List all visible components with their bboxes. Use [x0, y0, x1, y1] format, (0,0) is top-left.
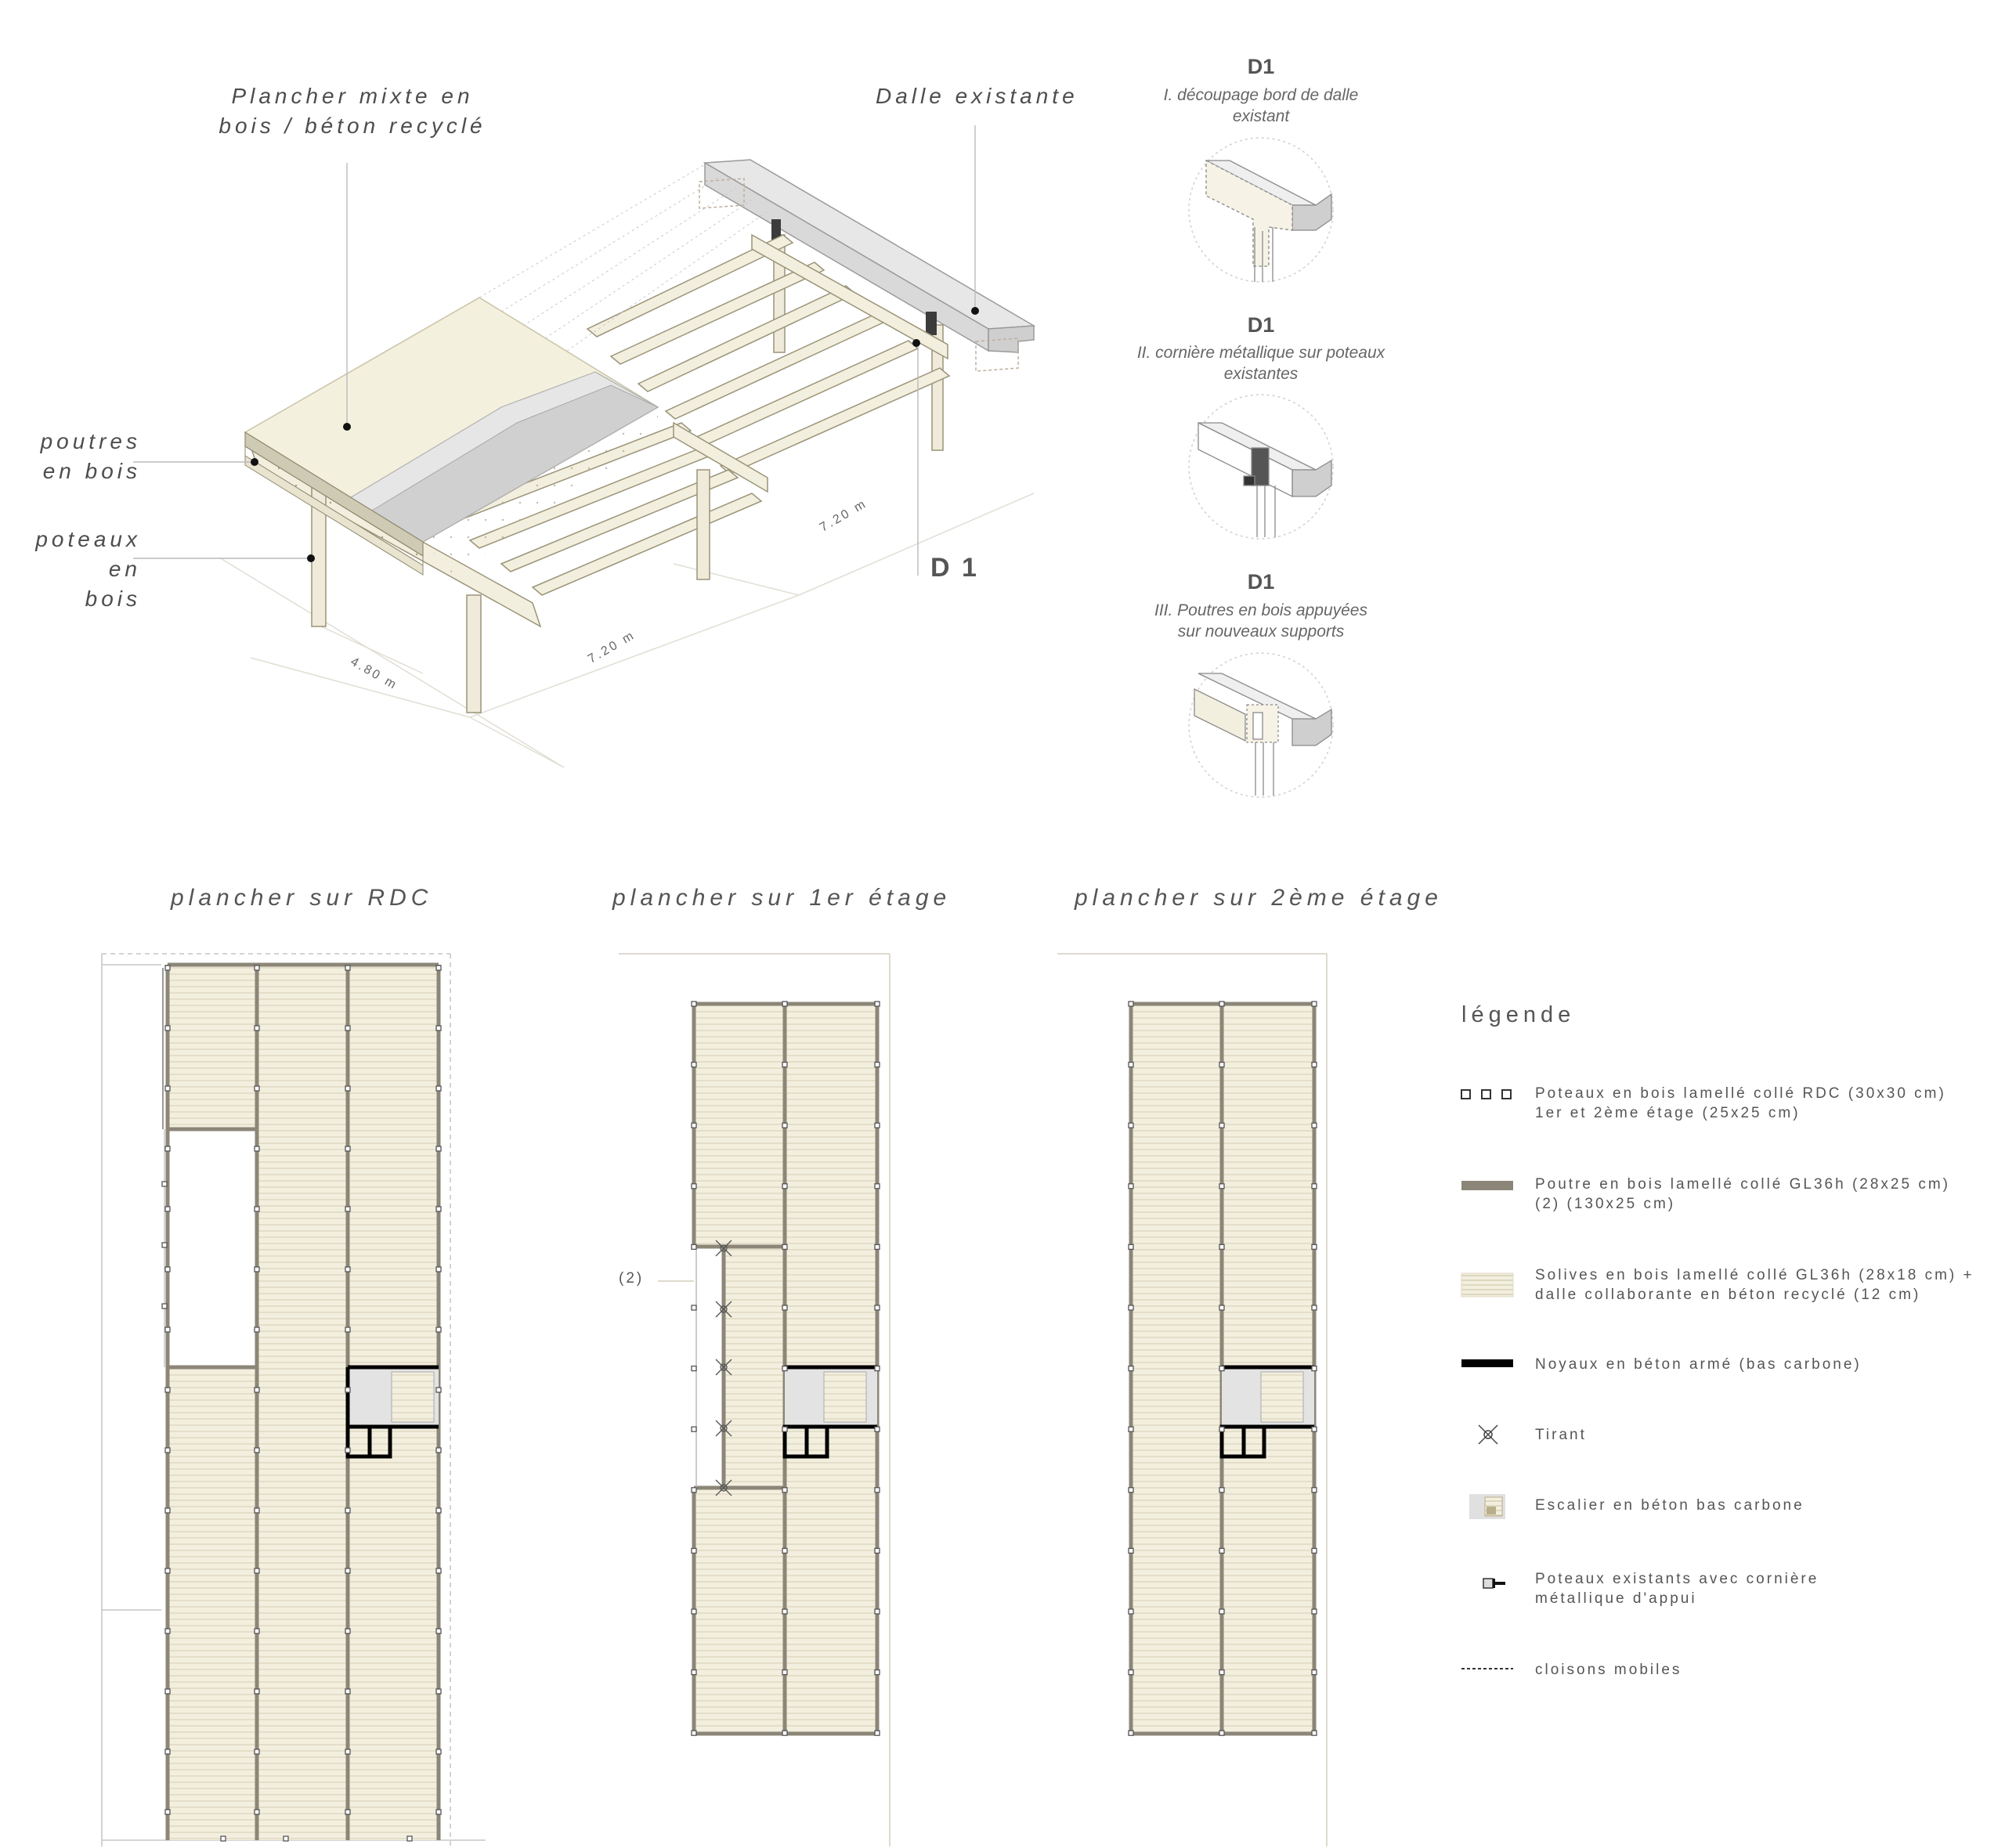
legend-item-stair: Escalier en béton bas carbone — [1535, 1497, 1804, 1514]
detail-3-title: D1 — [1247, 570, 1275, 594]
legend-item-joists: Solives en bois lamellé collé GL36h (28x18 cm) + dalle collaborante en béton recyclé (12 cm) — [1535, 1267, 1974, 1303]
tag-beam-2: (2) — [619, 1270, 645, 1287]
plan-title-2nd-floor: plancher sur 2ème étage — [1075, 885, 1443, 911]
label-composite-floor: Plancher mixte en bois / béton recyclé — [219, 84, 486, 138]
detail-1-title: D1 — [1247, 55, 1275, 78]
detail-2-caption: II. cornière métallique sur poteaux existantes — [1136, 344, 1385, 383]
label-wood-posts: poteaux en bois — [35, 527, 141, 611]
stair-icon — [1469, 1494, 1505, 1519]
joist-hatch-icon — [1461, 1273, 1513, 1297]
label-existing-slab: Dalle existante — [876, 84, 1078, 108]
dimension-4-80: 4.80 m — [348, 655, 400, 693]
label-wood-beams: poutres en bois — [40, 429, 141, 483]
dimension-7-20-b: 7.20 m — [817, 496, 870, 535]
tie-rod-icon — [1479, 1425, 1497, 1444]
legend-item-existing-posts: Poteaux existants avec cornière métallique d'appui — [1535, 1571, 1819, 1607]
detail-2-title: D1 — [1247, 313, 1275, 337]
beam-bar-icon — [1461, 1181, 1513, 1190]
legend-item-posts: Poteaux en bois lamellé collé RDC (30x30 cm) 1er et 2ème étage (25x25 cm) — [1535, 1085, 1946, 1121]
detail-1-caption: I. découpage bord de dalle existant — [1163, 86, 1359, 125]
plan-title-1st-floor: plancher sur 1er étage — [612, 885, 952, 911]
detail-3-caption: III. Poutres en bois appuyées sur nouveaux supports — [1154, 601, 1367, 641]
legend-title: légende — [1461, 1002, 1576, 1027]
legend-item-tie-rod: Tirant — [1535, 1427, 1587, 1443]
existing-post-angle-icon — [1483, 1579, 1505, 1588]
concrete-core-icon — [1461, 1359, 1513, 1367]
plan-title-rdc: plancher sur RDC — [171, 885, 433, 911]
legend-item-mobile-partitions: cloisons mobiles — [1535, 1662, 1682, 1678]
legend-item-cores: Noyaux en béton armé (bas carbone) — [1535, 1356, 1862, 1373]
dimension-7-20-a: 7.20 m — [585, 628, 638, 666]
legend-item-beams: Poutre en bois lamellé collé GL36h (28x25 cm) (2) (130x25 cm) — [1535, 1176, 1950, 1212]
post-squares-icon — [1461, 1090, 1511, 1099]
label-detail-d1: D 1 — [930, 553, 979, 583]
